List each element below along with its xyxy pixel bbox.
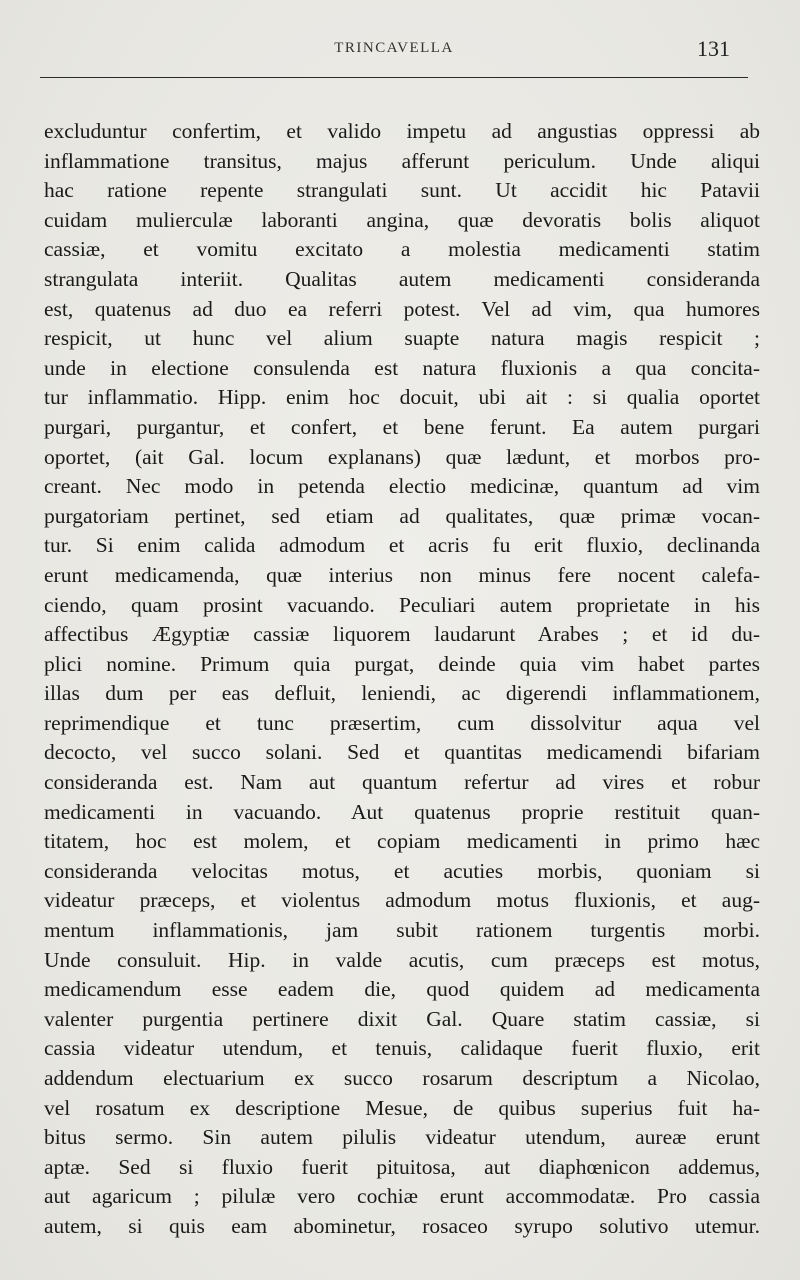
text-line: cassia videatur utendum, et tenuis, calidaque fuerit fluxio, erit <box>44 1036 760 1061</box>
text-line: tur. Si enim calida admodum et acris fu erit fluxio, declinanda <box>44 533 760 558</box>
text-line: decocto, vel succo solani. Sed et quantitas medicamendi bifariam <box>44 740 760 765</box>
text-line: addendum electuarium ex succo rosarum descriptum a Nicolao, <box>44 1066 760 1090</box>
text-line: reprimendique et tunc præsertim, cum dissolvitur aqua vel <box>44 710 760 735</box>
text-line: valenter purgentia pertinere dixit Gal. Quare statim cassiæ, si <box>44 1006 760 1031</box>
text-line: hac ratione repente strangulati sunt. Ut accidit hic Patavii <box>44 178 760 203</box>
text-line: ciendo, quam prosint vacuando. Peculiari autem proprietate in his <box>44 592 760 617</box>
text-line: strangulata interiit. Qualitas autem medicamenti consideranda <box>44 266 760 291</box>
text-line: videatur præceps, et violentus admodum motus fluxionis, et aug- <box>44 888 760 913</box>
text-line: consideranda est. Nam aut quantum refertur ad vires et robur <box>44 770 760 795</box>
text-line: Unde consuluit. Hip. in valde acutis, cum præceps est motus, <box>44 947 760 972</box>
text-line: unde in electione consulenda est natura fluxionis a qua concita- <box>44 355 760 380</box>
text-line: vel rosatum ex descriptione Mesue, de quibus superius fuit ha- <box>44 1095 760 1120</box>
text-line: consideranda velocitas motus, et acuties morbis, quoniam si <box>44 858 760 883</box>
text-line: autem, si quis eam abominetur, rosaceo syrupo solutivo utemur. <box>44 1213 760 1238</box>
text-line: cuidam mulierculæ laboranti angina, quæ devoratis bolis aliquot <box>44 207 760 232</box>
text-line: medicamenti in vacuando. Aut quatenus proprie restituit quan- <box>44 799 760 824</box>
text-line: illas dum per eas defluit, leniendi, ac digerendi inflammationem, <box>44 681 760 706</box>
text-line: oportet, (ait Gal. locum explanans) quæ lædunt, et morbos pro- <box>44 444 760 469</box>
text-line: plici nomine. Primum quia purgat, deinde quia vim habet partes <box>44 651 760 676</box>
text-line: est, quatenus ad duo ea referri potest. Vel ad vim, qua humores <box>44 296 760 321</box>
text-line: titatem, hoc est molem, et copiam medicamenti in primo hæc <box>44 829 760 854</box>
running-title: TRINCAVELLA <box>334 40 454 56</box>
text-line: creant. Nec modo in petenda electio medicinæ, quantum ad vim <box>44 474 760 499</box>
text-line: erunt medicamenda, quæ interius non minus fere nocent calefa- <box>44 562 760 587</box>
text-line: mentum inflammationis, jam subit rationem turgentis morbi. <box>44 918 760 943</box>
page-number: 131 <box>697 36 730 61</box>
text-line: respicit, ut hunc vel alium suapte natura magis respicit ; <box>44 326 760 351</box>
text-line: cassiæ, et vomitu excitato a molestia medicamenti statim <box>44 237 760 262</box>
text-line: purgari, purgantur, et confert, et bene ferunt. Ea autem purgari <box>44 414 760 439</box>
header-rule <box>40 77 748 78</box>
text-line: inflammatione transitus, majus afferunt periculum. Unde aliqui <box>44 148 760 173</box>
text-line: aut agaricum ; pilulæ vero cochiæ erunt accommodatæ. Pro cassia <box>44 1184 760 1209</box>
text-line: bitus sermo. Sin autem pilulis videatur utendum, aureæ erunt <box>44 1125 760 1150</box>
running-head <box>40 36 748 66</box>
text-line: excluduntur confertim, et valido impetu ad angustias oppressi ab <box>44 119 760 143</box>
text-line: purgatoriam pertinet, sed etiam ad qualitates, quæ primæ vocan- <box>44 503 760 528</box>
text-line: affectibus Ægyptiæ cassiæ liquorem laudarunt Arabes ; et id du- <box>44 622 760 647</box>
body-text <box>44 117 760 1242</box>
text-line: medicamendum esse eadem die, quod quidem ad medicamenta <box>44 977 760 1002</box>
text-line: aptæ. Sed si fluxio fuerit pituitosa, aut diaphœnicon addemus, <box>44 1154 760 1179</box>
text-line: tur inflammatio. Hipp. enim hoc docuit, ubi ait : si qualia oportet <box>44 385 760 410</box>
